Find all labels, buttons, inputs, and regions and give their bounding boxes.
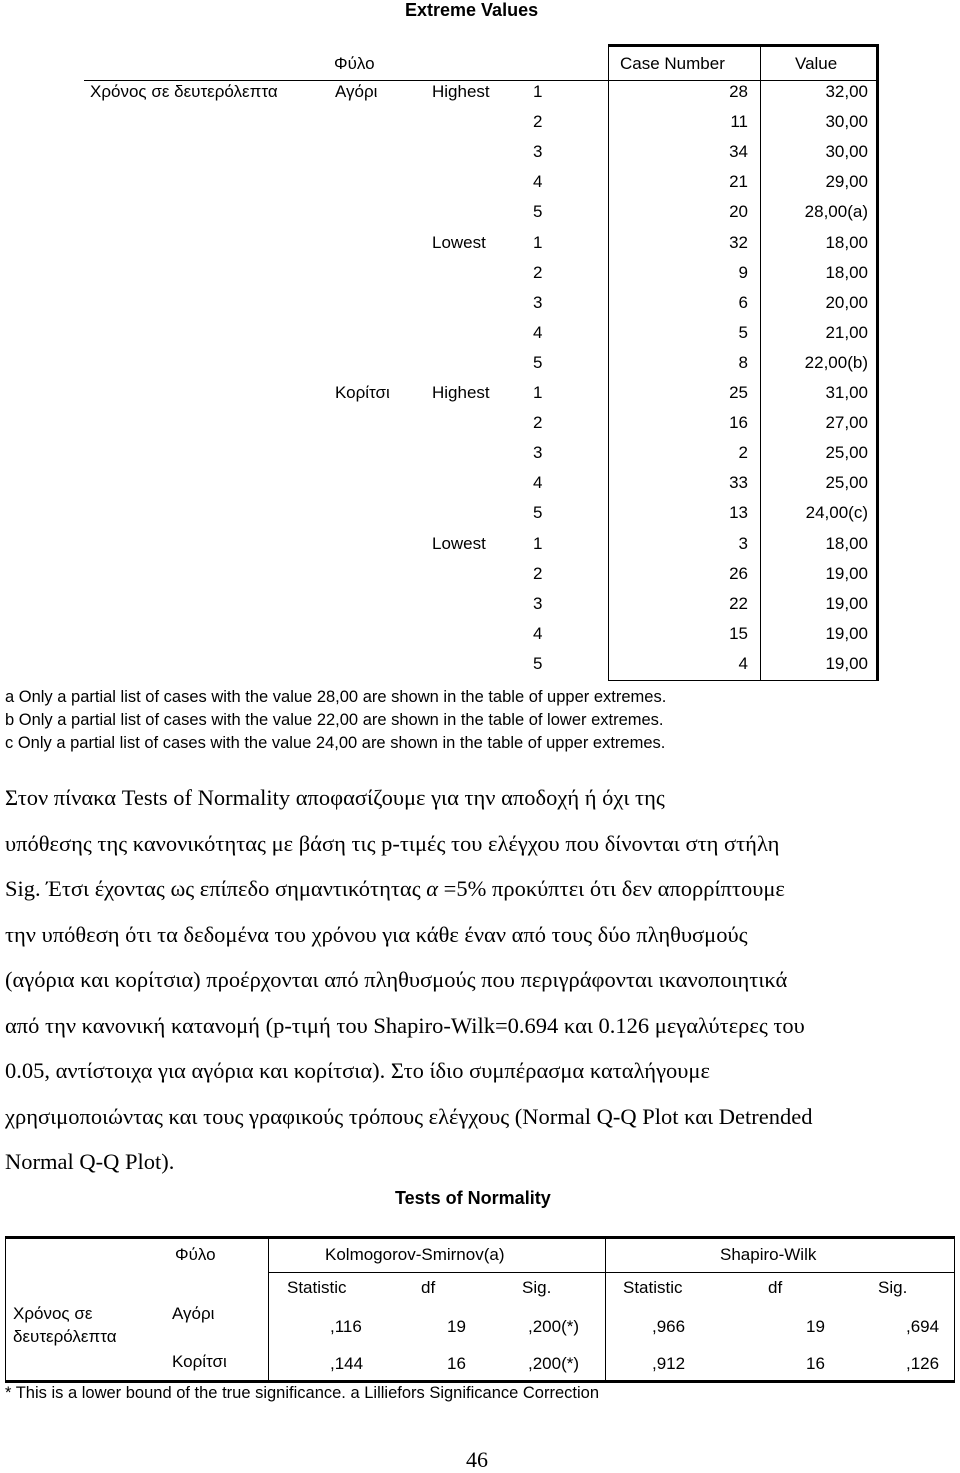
rank-cell: 1: [533, 233, 543, 252]
tn-variable-line2: δευτερόλεπτα: [13, 1327, 117, 1346]
sub-header-ks-sig: Sig.: [522, 1278, 552, 1297]
rank-cell: 2: [533, 564, 543, 583]
value-cell: 25,00: [825, 473, 868, 492]
alpha-symbol: α: [426, 876, 439, 901]
block-label: Lowest: [432, 233, 486, 252]
paragraph-line: (αγόρια και κορίτσια) προέρχονται από πληθυσμούς που περιγράφονται ικανοποιητικά: [5, 967, 788, 992]
case-number-cell: 21: [729, 172, 748, 191]
value-cell: 28,00(a): [804, 202, 868, 221]
value-cell: 19,00: [825, 594, 868, 613]
rank-cell: 3: [533, 594, 543, 613]
paragraph-fragment: =5% προκύπτει ότι δεν απορρίπτουμε: [438, 876, 785, 901]
value-cell: 22,00(b): [804, 353, 868, 372]
body-paragraph: [5, 775, 955, 1185]
paragraph-line: υπόθεσης της κανονικότητας με βάση τις p-τιμές του ελέγχου που δίνονται στη στήλη: [5, 830, 780, 856]
tn-cell: ,200(*): [528, 1354, 580, 1373]
paragraph-line: [5, 866, 955, 912]
rank-cell: 3: [533, 142, 543, 161]
paragraph-line: Στον πίνακα Tests of Normality αποφασίζουμε για την αποδοχή ή όχι της: [5, 785, 665, 810]
sub-header-ks-statistic: Statistic: [287, 1278, 347, 1297]
tn-group-header: Φύλο: [175, 1245, 216, 1264]
value-cell: 24,00(c): [805, 503, 868, 522]
value-header: Value: [795, 54, 838, 73]
value-cell: 19,00: [825, 564, 868, 583]
case-number-cell: 8: [738, 353, 748, 372]
case-number-cell: 26: [729, 564, 748, 583]
case-number-cell: 11: [730, 112, 748, 131]
footnote-b: b Only a partial list of cases with the value 22,00 are shown in the table of lower extremes.: [5, 711, 664, 729]
rank-cell: 3: [533, 293, 543, 312]
sw-header: Shapiro-Wilk: [720, 1245, 817, 1264]
value-cell: 18,00: [825, 263, 868, 282]
sub-header-ks-df: df: [421, 1278, 436, 1297]
value-cell: 31,00: [825, 383, 868, 402]
rank-cell: 5: [533, 654, 543, 673]
paragraph-line: 0.05, αντίστοιχα για αγόρια και κορίτσια). Στο ίδιο συμπέρασμα καταλήγουμε: [5, 1058, 710, 1083]
rank-cell: 4: [533, 323, 543, 342]
tn-cell: 16: [806, 1354, 825, 1373]
rank-cell: 1: [533, 534, 543, 553]
tn-cell: 19: [806, 1317, 825, 1336]
case-number-cell: 28: [729, 82, 748, 101]
variable-label: Χρόνος σε δευτερόλεπτα: [90, 82, 278, 101]
value-cell: 30,00: [825, 142, 868, 161]
value-cell: 18,00: [825, 233, 868, 252]
case-number-cell: 5: [738, 323, 748, 342]
case-number-cell: 3: [738, 534, 748, 553]
tn-cell: ,966: [652, 1317, 686, 1336]
paragraph-line: χρησιμοποιώντας και τους γραφικούς τρόπους ελέγχους (Normal Q-Q Plot και Detrended: [5, 1103, 813, 1129]
value-cell: 30,00: [825, 112, 868, 131]
rank-cell: 1: [533, 82, 543, 101]
value-cell: 20,00: [825, 293, 868, 312]
value-cell: 32,00: [825, 82, 868, 101]
case-number-cell: 32: [729, 233, 748, 252]
tn-row-group: Αγόρι: [172, 1304, 215, 1323]
paragraph-line: την υπόθεση ότι τα δεδομένα του χρόνου για κάθε έναν από τους δύο πληθυσμούς: [5, 921, 748, 947]
rank-cell: 4: [533, 473, 543, 492]
group-header: Φύλο: [334, 54, 375, 73]
paragraph-fragment: Sig. Έτσι έχοντας ως επίπεδο σημαντικότητας: [5, 876, 421, 901]
tn-cell: ,694: [906, 1317, 940, 1336]
column-divider: [605, 1236, 606, 1383]
value-cell: 27,00: [825, 413, 868, 432]
value-cell: 25,00: [825, 443, 868, 462]
value-cell: 19,00: [825, 654, 868, 673]
rank-cell: 2: [533, 112, 543, 131]
case-number-cell: 22: [729, 594, 748, 613]
tn-cell: 19: [447, 1317, 466, 1336]
tn-variable-line1: Χρόνος σε: [13, 1304, 93, 1323]
sub-header-sw-statistic: Statistic: [623, 1278, 683, 1297]
footnote-a: a Only a partial list of cases with the value 28,00 are shown in the table of upper extremes.: [5, 688, 667, 706]
value-cell: 29,00: [825, 172, 868, 191]
rank-cell: 5: [533, 202, 543, 221]
tn-cell: ,200(*): [528, 1317, 580, 1336]
case-number-cell: 16: [729, 413, 748, 432]
case-number-cell: 13: [729, 503, 748, 522]
block-label: Highest: [432, 383, 490, 402]
rank-cell: 1: [533, 383, 543, 402]
case-number-cell: 6: [738, 293, 748, 312]
value-cell: 19,00: [825, 624, 868, 643]
block-label: Lowest: [432, 534, 486, 553]
case-number-cell: 9: [738, 263, 748, 282]
value-cell: 18,00: [825, 534, 868, 553]
footnote-c: c Only a partial list of cases with the value 24,00 are shown in the table of upper extremes.: [5, 734, 666, 752]
paragraph-line: Normal Q-Q Plot).: [5, 1149, 175, 1174]
rank-cell: 5: [533, 353, 543, 372]
group-label: Αγόρι: [335, 82, 378, 101]
group-label: Κορίτσι: [335, 383, 390, 402]
header-divider: [84, 80, 879, 81]
ks-header: Kolmogorov-Smirnov(a): [325, 1245, 505, 1264]
case-number-cell: 4: [738, 654, 748, 673]
case-number-cell: 2: [738, 443, 748, 462]
header-divider: [268, 1272, 955, 1273]
extreme-values-title: Extreme Values: [405, 0, 539, 20]
case-number-cell: 15: [729, 624, 748, 643]
case-number-cell: 34: [729, 142, 748, 161]
column-divider: [268, 1236, 269, 1383]
value-cell: 21,00: [825, 323, 868, 342]
rank-cell: 2: [533, 413, 543, 432]
sub-header-sw-sig: Sig.: [878, 1278, 908, 1297]
tests-of-normality-title: Tests of Normality: [395, 1188, 551, 1208]
case-number-cell: 25: [729, 383, 748, 402]
sub-header-sw-df: df: [768, 1278, 783, 1297]
case-number-cell: 20: [729, 202, 748, 221]
tn-cell: ,912: [652, 1354, 686, 1373]
rank-cell: 2: [533, 263, 543, 282]
tn-cell: ,116: [330, 1317, 362, 1336]
rank-cell: 3: [533, 443, 543, 462]
rank-cell: 5: [533, 503, 543, 522]
rank-cell: 4: [533, 624, 543, 643]
paragraph-line: από την κανονική κατανομή (p-τιμή του Shapiro-Wilk=0.694 και 0.126 μεγαλύτερες του: [5, 1012, 805, 1038]
case-number-header: Case Number: [620, 54, 725, 73]
block-label: Highest: [432, 82, 490, 101]
tn-cell: ,126: [906, 1354, 940, 1373]
tn-row-group: Κορίτσι: [172, 1352, 227, 1371]
page-number: 46: [466, 1447, 488, 1472]
tn-cell: 16: [447, 1354, 466, 1373]
case-number-cell: 33: [729, 473, 748, 492]
rank-cell: 4: [533, 172, 543, 191]
tn-footnote: * This is a lower bound of the true significance. a Lilliefors Significance Correction: [5, 1384, 599, 1402]
tn-cell: ,144: [330, 1354, 364, 1373]
